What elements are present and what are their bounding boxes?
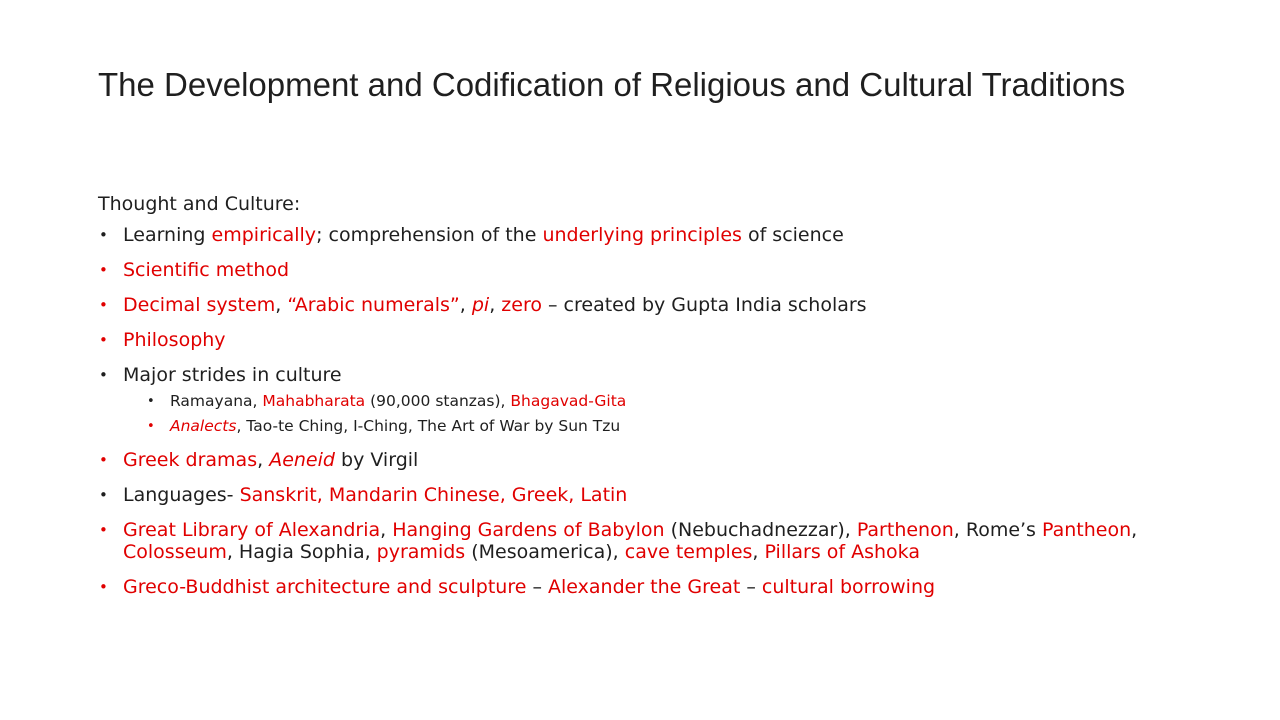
highlighted-text: Scientific method [123,259,290,281]
body-text: , [459,294,472,316]
bullet-marker-icon: • [99,451,108,469]
bullet-marker-icon: • [99,521,108,539]
body-text: Learning [123,224,212,246]
bullet-item [98,294,1188,316]
highlighted-text: Colosseum [123,541,227,563]
body-text: , [752,541,765,563]
body-text: , Rome’s [953,519,1042,541]
body-text: (90,000 stanzas), [365,392,511,410]
highlighted-text: Parthenon [856,519,954,541]
bullet-marker-icon: • [99,578,108,596]
highlighted-text: pi [471,294,490,316]
bullet-item [98,259,1188,281]
bullet-item [98,449,1188,471]
highlighted-text: Alexander the Great [548,576,741,598]
body-text: by Virgil [334,449,419,471]
highlighted-text: underlying principles [542,224,742,246]
highlighted-text: empirically [211,224,317,246]
highlighted-text: “Arabic numerals” [287,294,460,316]
sub-bullet-item [147,392,1188,411]
body-text: , [1131,519,1138,541]
body-text: , [489,294,502,316]
bullet-list [98,224,1188,598]
bullet-marker-icon: • [147,419,155,434]
bullet-marker-icon: • [99,486,108,504]
sub-bullet-item [147,417,1188,436]
body-text: – [740,576,762,598]
highlighted-text: cave temples [624,541,753,563]
bullet-marker-icon: • [99,331,108,349]
bullet-marker-icon: • [99,296,108,314]
body-text: , [257,449,270,471]
body-text: – created by Gupta India scholars [541,294,867,316]
body-text: , [275,294,288,316]
bullet-item [98,484,1188,506]
bullet-marker-icon: • [99,261,108,279]
highlighted-text: Pillars of Ashoka [764,541,920,563]
highlighted-text: Philosophy [123,329,226,351]
body-text: , Hagia Sophia, [226,541,377,563]
highlighted-text: pyramids [376,541,466,563]
slide-title: The Development and Codification of Religious and Cultural Traditions [98,66,1126,103]
highlighted-text: Analects [170,417,237,435]
highlighted-text: Greek dramas [123,449,258,471]
body-text: (Mesoamerica), [465,541,625,563]
bullet-item [98,519,1188,563]
highlighted-text: Greco-Buddhist architecture and sculpture [123,576,527,598]
body-text: , Tao-te Ching, I-Ching, The Art of War by Sun Tzu [236,417,621,435]
slide-body [98,190,1188,611]
highlighted-text: cultural borrowing [761,576,936,598]
highlighted-text: Great Library of Alexandria [123,519,381,541]
bullet-marker-icon: • [147,394,155,409]
highlighted-text: Sanskrit, Mandarin Chinese, Greek, Latin [239,484,628,506]
highlighted-text: Aeneid [269,449,335,471]
bullet-item [98,329,1188,351]
body-text: Ramayana, [170,392,263,410]
highlighted-text: zero [501,294,542,316]
body-text: ; comprehension of the [316,224,543,246]
bullet-item [98,576,1188,598]
body-text: (Nebuchadnezzar), [664,519,857,541]
bullet-marker-icon: • [99,226,108,244]
body-text: , [380,519,393,541]
body-text: of science [741,224,844,246]
highlighted-text: Mahabharata [262,392,366,410]
body-text: Major strides in culture [123,364,342,386]
highlighted-text: Bhagavad-Gita [510,392,627,410]
bullet-item [98,224,1188,246]
section-heading: Thought and Culture: [98,193,301,215]
sub-bullet-list [123,392,1188,436]
body-text: – [526,576,549,598]
bullet-item [98,364,1188,436]
highlighted-text: Pantheon [1042,519,1132,541]
highlighted-text: Decimal system [123,294,276,316]
body-text: Languages- [123,484,240,506]
bullet-marker-icon: • [99,366,108,384]
highlighted-text: Hanging Gardens of Babylon [392,519,665,541]
